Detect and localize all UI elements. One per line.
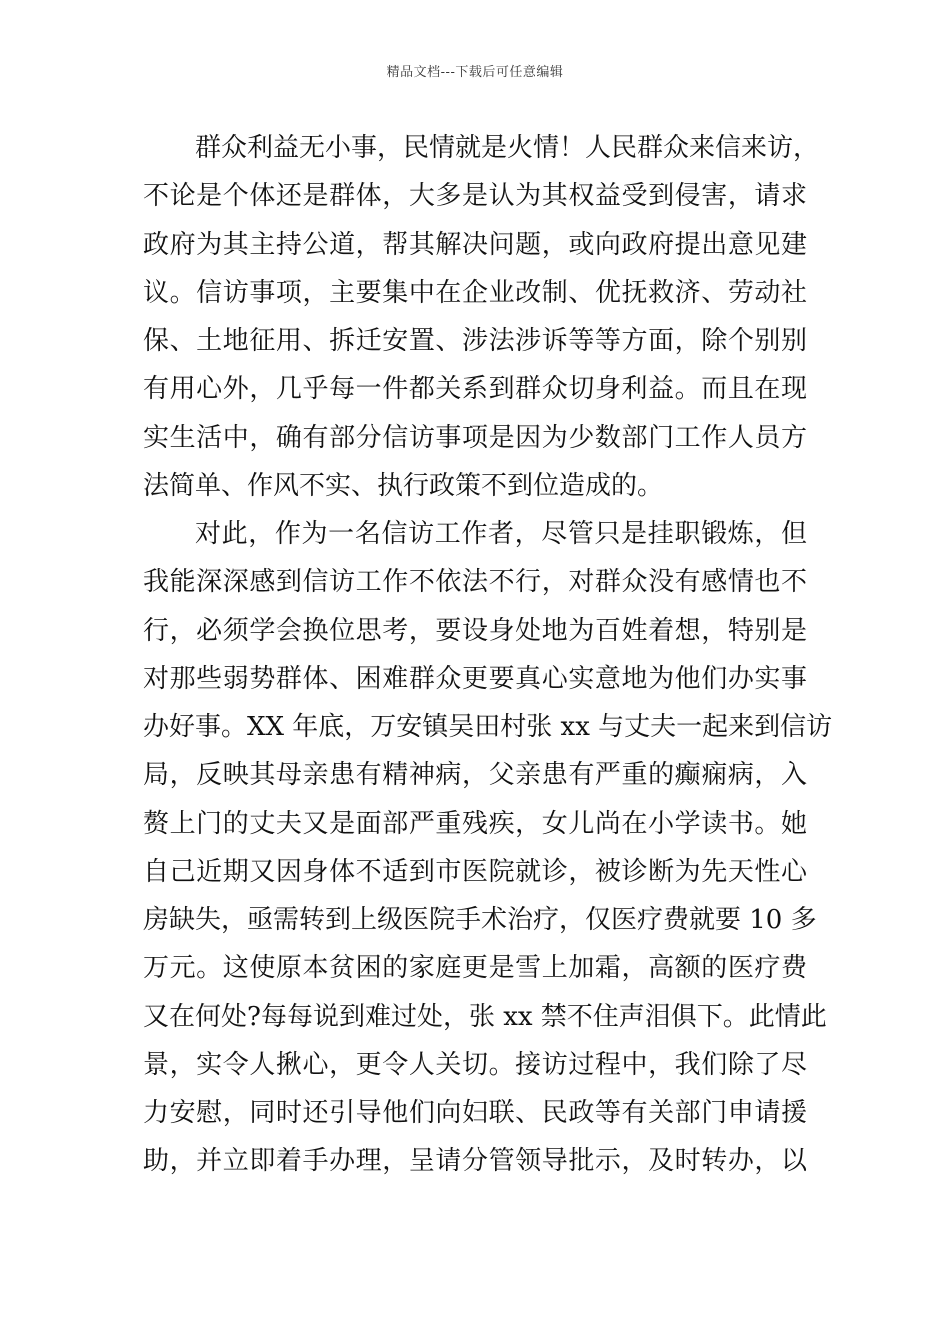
document-body	[143, 124, 833, 1186]
paragraph-1	[143, 124, 820, 510]
text-line: 行，必须学会换位思考，要设身处地为百姓着想，特别是	[143, 615, 807, 646]
text-line: 保、土地征用、拆迁安置、涉法涉诉等等方面，除个别别	[143, 326, 807, 356]
text-line: 房缺失，亟需转到上级医院手术治疗，仅医疗费就要 10 多	[143, 905, 817, 935]
text-line: 自己近期又因身体不适到市医院就诊，被诊断为先天性心	[143, 856, 807, 887]
text-line: 局，反映其母亲患有精神病，父亲患有严重的癫痫病，入	[143, 760, 807, 791]
text-line: 政府为其主持公道，帮其解决问题，或向政府提出意见建	[143, 229, 807, 260]
page-header: 精品文档---下载后可任意编辑	[386, 65, 564, 80]
text-line: 议。信访事项，主要集中在企业改制、优抚救济、劳动社	[143, 277, 807, 308]
text-line: 又在何处?每每说到难过处，张 xx 禁不住声泪俱下。此情此	[143, 1001, 827, 1032]
text-line: 赘上门的丈夫又是面部严重残疾，女儿尚在小学读书。她	[143, 808, 807, 839]
text-line: 有用心外，几乎每一件都关系到群众切身利益。而且在现	[143, 374, 807, 405]
text-line: 不论是个体还是群体，大多是认为其权益受到侵害，请求	[143, 181, 807, 212]
text-line: 群众利益无小事，民情就是火情！人民群众来信来访，	[195, 133, 820, 163]
paragraph-2	[143, 510, 833, 1186]
text-line: 助，并立即着手办理，呈请分管领导批示，及时转办，以	[143, 1146, 807, 1177]
text-line: 我能深深感到信访工作不依法不行，对群众没有感情也不	[143, 567, 807, 598]
text-line: 办好事。XX 年底，万安镇吴田村张 xx 与丈夫一起来到信访	[143, 712, 833, 742]
text-line: 实生活中，确有部分信访事项是因为少数部门工作人员方	[143, 422, 807, 453]
text-line: 万元。这使原本贫困的家庭更是雪上加霜，高额的医疗费	[143, 953, 807, 984]
text-line: 力安慰，同时还引导他们向妇联、民政等有关部门申请援	[143, 1098, 807, 1128]
text-line: 对此，作为一名信访工作者，尽管只是挂职锻炼，但	[195, 519, 807, 549]
text-line: 景，实令人揪心，更令人关切。接访过程中，我们除了尽	[143, 1049, 807, 1080]
text-line: 法简单、作风不实、执行政策不到位造成的。	[143, 470, 664, 501]
text-line: 对那些弱势群体、困难群众更要真心实意地为他们办实事	[143, 663, 807, 694]
